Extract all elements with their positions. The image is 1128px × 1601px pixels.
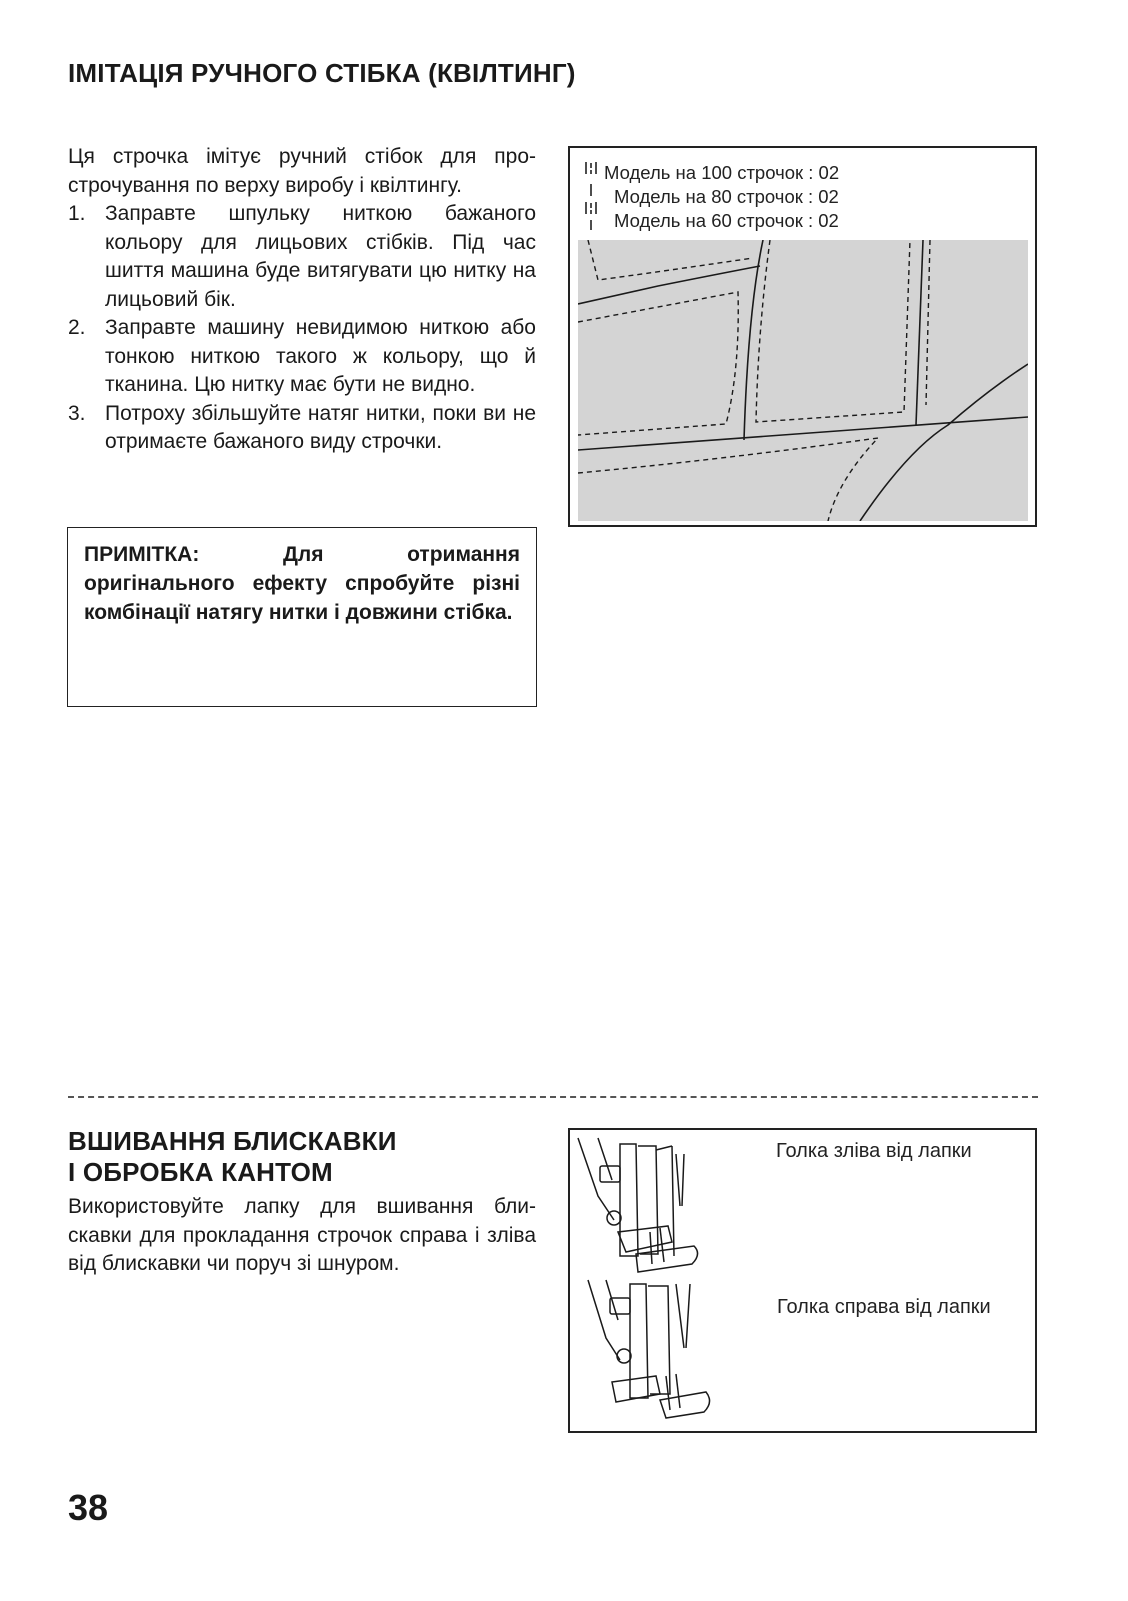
step-number: 2. xyxy=(68,316,86,339)
stitch-pattern-icon xyxy=(584,160,602,232)
intro-paragraph: Ця строчка імітує ручний стібок для про-строчування по верху виробу і квілтингу. xyxy=(68,145,536,197)
legend-line: Модель на 60 строчок : 02 xyxy=(614,210,839,231)
quilting-figure xyxy=(568,146,1037,527)
step-text: Заправте шпульку ниткою бажаного кольору для лицьових стібків. Під час шиття машина буде витягувати цю нитку на лицьовий бік. xyxy=(105,202,536,311)
step-item xyxy=(68,200,536,314)
step-text: Потроху збільшуйте натяг нитки, поки ви не отримаєте бажаного виду строчки. xyxy=(105,401,536,453)
zipper-instructions: Використовуйте лапку для вшивання бли-скавки для прокладання строчок справа і зліва від блискавки чи поруч зі шнуром. xyxy=(68,1195,536,1275)
title-line: ВШИВАННЯ БЛИСКАВКИ xyxy=(68,1126,397,1156)
step-number: 3. xyxy=(68,401,86,425)
steps-list xyxy=(68,200,536,457)
section-title-quilting: ІМІТАЦІЯ РУЧНОГО СТІБКА (КВІЛТИНГ) xyxy=(68,58,576,88)
fabric-swatch xyxy=(578,240,1028,521)
page-number: 38 xyxy=(68,1487,109,1528)
section-divider xyxy=(68,1096,1038,1098)
step-item xyxy=(68,400,536,457)
step-text: Заправте машину невидимою ниткою або тонкою ниткою такого ж кольору, що й тканина. Цю нитку має бути не видно. xyxy=(105,316,536,396)
zipper-foot-left-illustration xyxy=(576,1136,726,1278)
step-number: 1. xyxy=(68,202,86,225)
caption-needle-right: Голка справа від лапки xyxy=(777,1296,991,1318)
title-line: І ОБРОБКА КАНТОМ xyxy=(68,1157,333,1187)
quilting-instructions xyxy=(68,143,536,457)
note-text: ПРИМІТКА: Для отримання оригінального ефекту спробуйте різні комбінації натягу нитки і довжини стібка. xyxy=(84,543,520,624)
note-box xyxy=(67,527,537,707)
step-item xyxy=(68,314,536,400)
zipper-foot-right-illustration xyxy=(576,1278,726,1428)
section-title-zipper xyxy=(68,1126,397,1188)
quilted-fabric-illustration xyxy=(578,240,1028,521)
caption-needle-left: Голка зліва від лапки xyxy=(776,1140,972,1162)
zipper-foot-figure xyxy=(568,1128,1037,1433)
legend-line: Модель на 80 строчок : 02 xyxy=(614,186,839,207)
legend-line: Модель на 100 строчок : 02 xyxy=(604,162,840,183)
